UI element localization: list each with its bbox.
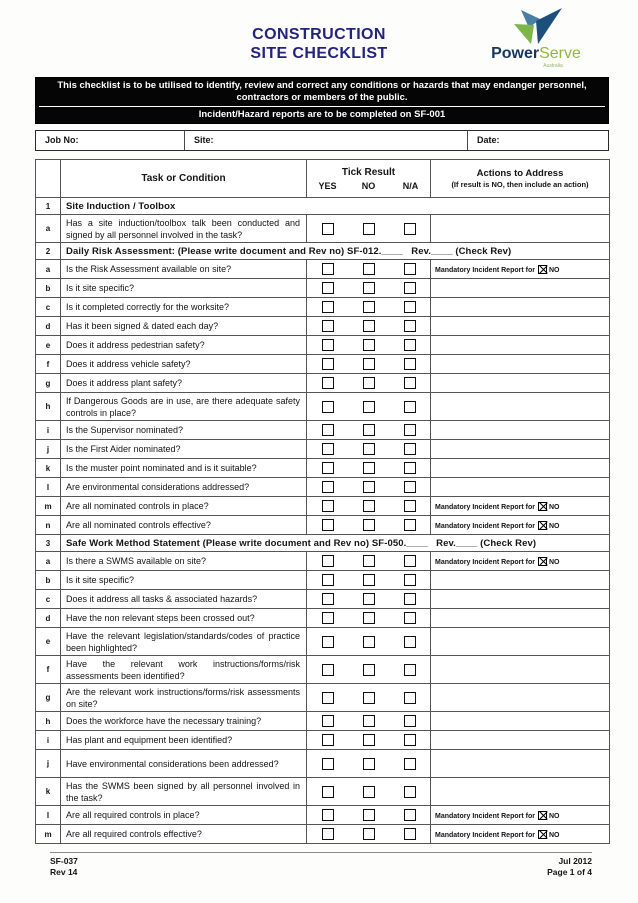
checkbox-na[interactable] (404, 555, 416, 567)
revision-number: Rev 14 (50, 867, 78, 877)
mandatory-note-no: NO (548, 558, 560, 566)
tick-cell (307, 355, 431, 374)
action-cell (431, 628, 610, 656)
row-number: g (36, 374, 61, 393)
action-cell (431, 684, 610, 712)
crossed-checkbox-icon (538, 521, 547, 530)
footer-left (50, 856, 78, 878)
question-row (36, 497, 610, 516)
checkbox-yes[interactable] (322, 555, 334, 567)
crossed-checkbox-icon (538, 265, 547, 274)
row-number: l (36, 478, 61, 497)
task-text: Has it been signed & dated each day? (61, 317, 307, 336)
logo-word-power: Power (491, 45, 540, 62)
tick-cell (307, 279, 431, 298)
question-row (36, 656, 610, 684)
checkbox-no[interactable] (363, 664, 375, 676)
action-cell (431, 571, 610, 590)
checkbox-yes[interactable] (322, 424, 334, 436)
row-number: n (36, 516, 61, 535)
tick-cell (307, 778, 431, 806)
tick-result-label: Tick Result (341, 166, 396, 178)
checkbox-yes[interactable] (322, 443, 334, 455)
crossed-checkbox-icon (538, 830, 547, 839)
checkbox-yes[interactable] (322, 612, 334, 624)
task-text: Is there a SWMS available on site? (61, 552, 307, 571)
checkbox-no[interactable] (363, 462, 375, 474)
tick-cell (307, 497, 431, 516)
checkbox-yes[interactable] (322, 809, 334, 821)
tick-cell (307, 215, 431, 243)
date-label: Date: (477, 135, 500, 145)
checkbox-no[interactable] (363, 612, 375, 624)
checkbox-no[interactable] (363, 555, 375, 567)
checkbox-yes[interactable] (322, 786, 334, 798)
title-line-2: SITE CHECKLIST (250, 45, 388, 62)
tick-cell (307, 656, 431, 684)
checkbox-na[interactable] (404, 320, 416, 332)
table-header-row (36, 160, 610, 198)
crossed-checkbox-icon (538, 811, 547, 820)
task-text: Has a site induction/toolbox talk been conducted and signed by all personnel involved in the task? (61, 215, 307, 243)
action-cell (431, 497, 610, 516)
checkbox-na[interactable] (404, 519, 416, 531)
checkbox-no[interactable] (363, 734, 375, 746)
question-row (36, 317, 610, 336)
checkbox-na[interactable] (404, 401, 416, 413)
task-text: Is the First Aider nominated? (61, 440, 307, 459)
row-number: f (36, 355, 61, 374)
task-text: Does it address vehicle safety? (61, 355, 307, 374)
checkbox-no[interactable] (363, 636, 375, 648)
task-text: Are all required controls effective? (61, 825, 307, 844)
row-number: 3 (36, 535, 61, 552)
checkbox-na[interactable] (404, 593, 416, 605)
checkbox-yes[interactable] (322, 734, 334, 746)
checkbox-yes[interactable] (322, 519, 334, 531)
mandatory-note: Mandatory Incident Report for (435, 266, 535, 274)
task-text: Have the non relevant steps been crossed out? (61, 609, 307, 628)
checkbox-na[interactable] (404, 500, 416, 512)
checkbox-no[interactable] (363, 500, 375, 512)
question-row (36, 609, 610, 628)
question-row (36, 215, 610, 243)
checkbox-na[interactable] (404, 462, 416, 474)
job-info-row (35, 130, 609, 151)
checkbox-no[interactable] (363, 593, 375, 605)
task-text: Is the Risk Assessment available on site? (61, 260, 307, 279)
checkbox-no[interactable] (363, 301, 375, 313)
checkbox-no[interactable] (363, 481, 375, 493)
checkbox-na[interactable] (404, 301, 416, 313)
task-text: Has plant and equipment been identified? (61, 731, 307, 750)
banner-text-1: This checklist is to be utilised to identify, review and correct any conditions or hazards that may endanger personnel, contractors or members of the public. (39, 80, 605, 107)
action-cell (431, 825, 610, 844)
checkbox-na[interactable] (404, 715, 416, 727)
checkbox-na[interactable] (404, 786, 416, 798)
task-text: Have the relevant work instructions/forms/risk assessments been identified? (61, 656, 307, 684)
task-text: Does the workforce have the necessary training? (61, 712, 307, 731)
mandatory-note: Mandatory Incident Report for (435, 812, 535, 820)
tick-cell (307, 684, 431, 712)
checkbox-na[interactable] (404, 612, 416, 624)
powerserve-logo-icon (507, 6, 565, 46)
row-number: l (36, 806, 61, 825)
checkbox-na[interactable] (404, 263, 416, 275)
job-no-label: Job No: (45, 135, 79, 145)
checkbox-na[interactable] (404, 339, 416, 351)
question-row (36, 421, 610, 440)
row-number: b (36, 279, 61, 298)
action-cell (431, 215, 610, 243)
question-row (36, 806, 610, 825)
row-number: i (36, 421, 61, 440)
question-row (36, 552, 610, 571)
question-row (36, 712, 610, 731)
checkbox-na[interactable] (404, 223, 416, 235)
question-row (36, 628, 610, 656)
document-number: SF-037 (50, 856, 78, 866)
checkbox-no[interactable] (363, 358, 375, 370)
mandatory-note-no: NO (548, 266, 560, 274)
site-label: Site: (194, 135, 214, 145)
action-cell (431, 279, 610, 298)
tick-cell (307, 552, 431, 571)
task-text: Has the SWMS been signed by all personnel involved in the task? (61, 778, 307, 806)
task-column-header: Task or Condition (61, 160, 307, 198)
action-cell (431, 778, 610, 806)
checkbox-yes[interactable] (322, 500, 334, 512)
tick-cell (307, 712, 431, 731)
section-title: Safe Work Method Statement (Please write document and Rev no) SF-050.____ Rev.____ (Check Rev) (61, 535, 610, 552)
checkbox-no[interactable] (363, 377, 375, 389)
checkbox-yes[interactable] (322, 692, 334, 704)
na-column-label: N/A (402, 180, 419, 191)
row-number: a (36, 552, 61, 571)
task-text: Is it completed correctly for the worksite? (61, 298, 307, 317)
checkbox-no[interactable] (363, 692, 375, 704)
checkbox-yes[interactable] (322, 223, 334, 235)
site-field[interactable] (185, 131, 468, 150)
no-column-label: NO (361, 180, 376, 191)
row-number: i (36, 731, 61, 750)
checkbox-na[interactable] (404, 809, 416, 821)
action-cell (431, 374, 610, 393)
actions-header-subtitle: (If result is NO, then include an action) (451, 179, 589, 189)
row-number: k (36, 778, 61, 806)
tick-cell (307, 336, 431, 355)
task-text: Are environmental considerations addressed? (61, 478, 307, 497)
action-cell (431, 336, 610, 355)
checkbox-yes[interactable] (322, 282, 334, 294)
logo-tagline: Australia (543, 63, 563, 69)
tick-cell (307, 298, 431, 317)
checkbox-no[interactable] (363, 828, 375, 840)
row-number: h (36, 712, 61, 731)
action-cell (431, 260, 610, 279)
row-number: c (36, 590, 61, 609)
row-number: e (36, 336, 61, 355)
checkbox-na[interactable] (404, 377, 416, 389)
tick-options (307, 181, 430, 191)
logo-word-serve: Serve (539, 45, 581, 62)
task-text: Is it site specific? (61, 279, 307, 298)
checkbox-yes[interactable] (322, 664, 334, 676)
checkbox-yes[interactable] (322, 401, 334, 413)
checklist-table (35, 159, 610, 844)
document-header (0, 0, 638, 74)
checkbox-no[interactable] (363, 401, 375, 413)
title-line-1: CONSTRUCTION (252, 26, 386, 43)
checkbox-na[interactable] (404, 734, 416, 746)
checkbox-no[interactable] (363, 320, 375, 332)
tick-cell (307, 459, 431, 478)
mandatory-note-no: NO (548, 812, 560, 820)
tick-cell (307, 628, 431, 656)
row-number: e (36, 628, 61, 656)
action-cell (431, 731, 610, 750)
question-row (36, 478, 610, 497)
question-row (36, 590, 610, 609)
question-row (36, 778, 610, 806)
question-row (36, 825, 610, 844)
tick-cell (307, 571, 431, 590)
checkbox-yes[interactable] (322, 636, 334, 648)
checkbox-no[interactable] (363, 339, 375, 351)
checkbox-na[interactable] (404, 758, 416, 770)
tick-cell (307, 374, 431, 393)
checkbox-na[interactable] (404, 358, 416, 370)
logo-wordmark (474, 46, 598, 62)
question-row (36, 336, 610, 355)
mandatory-note: Mandatory Incident Report for (435, 558, 535, 566)
task-text: Is it site specific? (61, 571, 307, 590)
row-number: b (36, 571, 61, 590)
task-text: Does it address pedestrian safety? (61, 336, 307, 355)
tick-cell (307, 317, 431, 336)
tick-cell (307, 806, 431, 825)
tick-cell (307, 393, 431, 421)
section-row (36, 243, 610, 260)
tick-cell (307, 260, 431, 279)
checkbox-yes[interactable] (322, 339, 334, 351)
checkbox-no[interactable] (363, 424, 375, 436)
row-number: m (36, 825, 61, 844)
banner-text-2: Incident/Hazard reports are to be completed on SF-001 (198, 109, 446, 120)
checkbox-yes[interactable] (322, 320, 334, 332)
checkbox-no[interactable] (363, 758, 375, 770)
question-row (36, 516, 610, 535)
task-text: Does it address plant safety? (61, 374, 307, 393)
row-number: j (36, 750, 61, 778)
checkbox-na[interactable] (404, 481, 416, 493)
row-number: 2 (36, 243, 61, 260)
checkbox-na[interactable] (404, 282, 416, 294)
checkbox-na[interactable] (404, 443, 416, 455)
tick-cell (307, 440, 431, 459)
row-number: a (36, 260, 61, 279)
tick-cell (307, 825, 431, 844)
action-cell (431, 712, 610, 731)
task-text: Are the relevant work instructions/forms/risk assessments on site? (61, 684, 307, 712)
question-row (36, 571, 610, 590)
question-row (36, 298, 610, 317)
action-cell (431, 355, 610, 374)
question-row (36, 684, 610, 712)
job-no-field[interactable] (36, 131, 185, 150)
tick-cell (307, 590, 431, 609)
row-number: d (36, 609, 61, 628)
checkbox-no[interactable] (363, 443, 375, 455)
tick-cell (307, 731, 431, 750)
question-row (36, 355, 610, 374)
question-row (36, 731, 610, 750)
checkbox-yes[interactable] (322, 593, 334, 605)
action-cell (431, 440, 610, 459)
row-number: f (36, 656, 61, 684)
action-cell (431, 459, 610, 478)
actions-header-title: Actions to Address (476, 167, 564, 179)
crossed-checkbox-icon (538, 502, 547, 511)
yes-column-label: YES (318, 180, 337, 191)
tick-cell (307, 516, 431, 535)
actions-column-header (431, 160, 610, 198)
task-text: Have environmental considerations been addressed? (61, 750, 307, 778)
question-row (36, 440, 610, 459)
mandatory-note-no: NO (548, 522, 560, 530)
checkbox-yes[interactable] (322, 301, 334, 313)
checkbox-no[interactable] (363, 263, 375, 275)
checkbox-na[interactable] (404, 636, 416, 648)
mandatory-note: Mandatory Incident Report for (435, 522, 535, 530)
action-cell (431, 609, 610, 628)
row-number-header (36, 160, 61, 198)
checkbox-yes[interactable] (322, 758, 334, 770)
row-number: 1 (36, 198, 61, 215)
checkbox-no[interactable] (363, 223, 375, 235)
notice-banner (35, 77, 609, 124)
checkbox-no[interactable] (363, 715, 375, 727)
checkbox-yes[interactable] (322, 462, 334, 474)
action-cell (431, 393, 610, 421)
row-number: k (36, 459, 61, 478)
action-cell (431, 590, 610, 609)
row-number: g (36, 684, 61, 712)
mandatory-note-no: NO (548, 503, 560, 511)
checkbox-no[interactable] (363, 809, 375, 821)
checkbox-no[interactable] (363, 282, 375, 294)
task-text: Is the Supervisor nominated? (61, 421, 307, 440)
action-cell (431, 516, 610, 535)
tick-cell (307, 478, 431, 497)
checkbox-na[interactable] (404, 692, 416, 704)
task-text: Have the relevant legislation/standards/codes of practice been highlighted? (61, 628, 307, 656)
mandatory-note-no: NO (548, 831, 560, 839)
checkbox-na[interactable] (404, 828, 416, 840)
row-number: a (36, 215, 61, 243)
row-number: h (36, 393, 61, 421)
mandatory-note: Mandatory Incident Report for (435, 503, 535, 511)
task-text: Are all nominated controls in place? (61, 497, 307, 516)
checkbox-yes[interactable] (322, 263, 334, 275)
checkbox-na[interactable] (404, 664, 416, 676)
checkbox-yes[interactable] (322, 377, 334, 389)
checkbox-no[interactable] (363, 519, 375, 531)
action-cell (431, 552, 610, 571)
tick-cell (307, 421, 431, 440)
crossed-checkbox-icon (538, 557, 547, 566)
checkbox-yes[interactable] (322, 481, 334, 493)
row-number: d (36, 317, 61, 336)
checkbox-no[interactable] (363, 786, 375, 798)
question-row (36, 393, 610, 421)
date-field[interactable] (468, 131, 608, 150)
task-text: Does it address all tasks & associated hazards? (61, 590, 307, 609)
page-number: Page 1 of 4 (547, 867, 592, 877)
action-cell (431, 478, 610, 497)
task-text: Is the muster point nominated and is it suitable? (61, 459, 307, 478)
action-cell (431, 656, 610, 684)
row-number: c (36, 298, 61, 317)
checkbox-na[interactable] (404, 424, 416, 436)
action-cell (431, 750, 610, 778)
task-text: Are all nominated controls effective? (61, 516, 307, 535)
question-row (36, 459, 610, 478)
footer-date: Jul 2012 (558, 856, 592, 866)
mandatory-note: Mandatory Incident Report for (435, 831, 535, 839)
tick-result-header (307, 160, 431, 198)
checkbox-na[interactable] (404, 574, 416, 586)
question-row (36, 279, 610, 298)
section-title: Daily Risk Assessment: (Please write document and Rev no) SF-012.____ Rev.____ (Check Rev) (61, 243, 610, 260)
row-number: j (36, 440, 61, 459)
checkbox-yes[interactable] (322, 358, 334, 370)
action-cell (431, 806, 610, 825)
section-row (36, 198, 610, 215)
question-row (36, 260, 610, 279)
checkbox-yes[interactable] (322, 828, 334, 840)
row-number: m (36, 497, 61, 516)
tick-cell (307, 609, 431, 628)
question-row (36, 374, 610, 393)
section-row (36, 535, 610, 552)
question-row (36, 750, 610, 778)
tick-cell (307, 750, 431, 778)
powerserve-logo (474, 6, 598, 69)
section-title: Site Induction / Toolbox (61, 198, 610, 215)
checkbox-yes[interactable] (322, 715, 334, 727)
checkbox-no[interactable] (363, 574, 375, 586)
footer-right (547, 856, 592, 878)
action-cell (431, 298, 610, 317)
task-text: If Dangerous Goods are in use, are there adequate safety controls in place? (61, 393, 307, 421)
page-footer (50, 852, 592, 878)
checkbox-yes[interactable] (322, 574, 334, 586)
action-cell (431, 421, 610, 440)
action-cell (431, 317, 610, 336)
task-text: Are all required controls in place? (61, 806, 307, 825)
